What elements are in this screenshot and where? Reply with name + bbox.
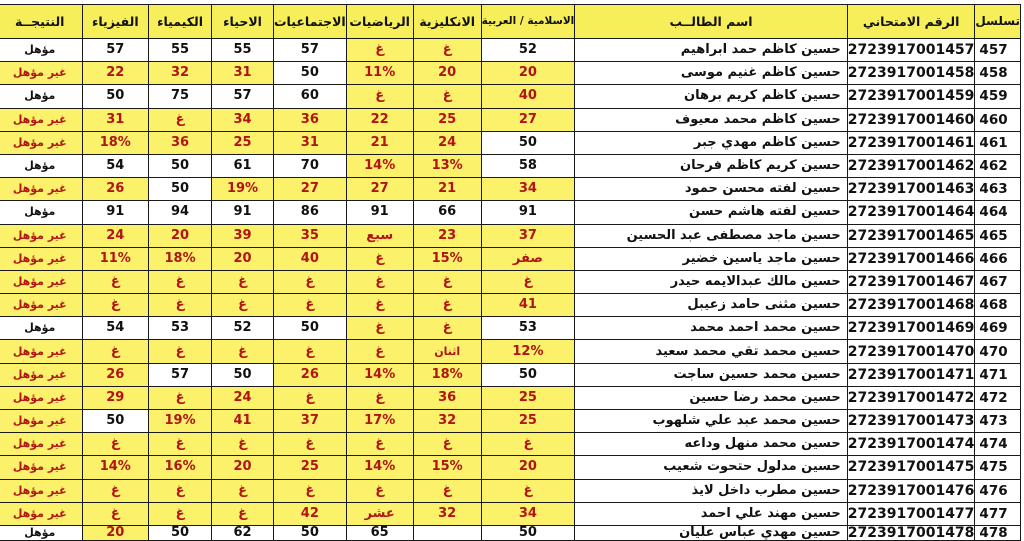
social-cell: 50 bbox=[274, 317, 347, 340]
english-cell: 23 bbox=[413, 224, 481, 247]
seq-cell: 477 bbox=[975, 502, 1021, 525]
seq-cell: 467 bbox=[975, 270, 1021, 293]
result-cell: غير مؤهل bbox=[0, 502, 82, 525]
math-cell: 22 bbox=[346, 108, 413, 131]
biology-cell: غ bbox=[212, 433, 274, 456]
exam-number-cell: 2723917001473 bbox=[847, 410, 975, 433]
social-cell: غ bbox=[274, 386, 347, 409]
result-cell: غير مؤهل bbox=[0, 224, 82, 247]
student-name-cell: حسين محمد رضا حسين bbox=[575, 386, 848, 409]
biology-cell: 20 bbox=[212, 456, 274, 479]
biology-cell: 25 bbox=[212, 131, 274, 154]
physics-cell: 11% bbox=[82, 247, 149, 270]
islamic-arabic-cell: 37 bbox=[481, 224, 575, 247]
exam-number-cell: 2723917001477 bbox=[847, 502, 975, 525]
exam-number-cell: 2723917001468 bbox=[847, 294, 975, 317]
result-cell: غير مؤهل bbox=[0, 479, 82, 502]
exam-number-cell: 2723917001464 bbox=[847, 201, 975, 224]
social-cell: غ bbox=[274, 270, 347, 293]
social-cell: 31 bbox=[274, 131, 347, 154]
social-cell: 36 bbox=[274, 108, 347, 131]
physics-cell: 18% bbox=[82, 131, 149, 154]
islamic-arabic-cell: 40 bbox=[481, 85, 575, 108]
exam-number-cell: 2723917001462 bbox=[847, 154, 975, 177]
social-cell: غ bbox=[274, 340, 347, 363]
biology-cell: 91 bbox=[212, 201, 274, 224]
physics-cell: 22 bbox=[82, 62, 149, 85]
biology-cell: 31 bbox=[212, 62, 274, 85]
header-exam-number: الرقم الامتحاني bbox=[847, 5, 975, 39]
english-cell: 32 bbox=[413, 410, 481, 433]
biology-cell: 55 bbox=[212, 39, 274, 62]
math-cell: عشر bbox=[346, 502, 413, 525]
math-cell: 21 bbox=[346, 131, 413, 154]
seq-cell: 464 bbox=[975, 201, 1021, 224]
table-row bbox=[0, 270, 1021, 293]
exam-number-cell: 2723917001466 bbox=[847, 247, 975, 270]
english-cell: غ bbox=[413, 85, 481, 108]
islamic-arabic-cell: صفر bbox=[481, 247, 575, 270]
math-cell: غ bbox=[346, 85, 413, 108]
physics-cell: 20 bbox=[82, 525, 149, 540]
seq-cell: 457 bbox=[975, 39, 1021, 62]
exam-number-cell: 2723917001458 bbox=[847, 62, 975, 85]
chemistry-cell: غ bbox=[149, 294, 212, 317]
result-cell: غير مؤهل bbox=[0, 178, 82, 201]
header-student-name: اسم الطالــب bbox=[575, 5, 848, 39]
english-cell: 13% bbox=[413, 154, 481, 177]
chemistry-cell: 75 bbox=[149, 85, 212, 108]
physics-cell: 54 bbox=[82, 154, 149, 177]
english-cell: 24 bbox=[413, 131, 481, 154]
seq-cell: 468 bbox=[975, 294, 1021, 317]
biology-cell: غ bbox=[212, 502, 274, 525]
exam-number-cell: 2723917001470 bbox=[847, 340, 975, 363]
math-cell: 11% bbox=[346, 62, 413, 85]
result-cell: غير مؤهل bbox=[0, 433, 82, 456]
table-row bbox=[0, 456, 1021, 479]
english-cell: 32 bbox=[413, 502, 481, 525]
seq-cell: 470 bbox=[975, 340, 1021, 363]
student-name-cell: حسين كاظم مهدي جبر bbox=[575, 131, 848, 154]
header-physics: الفيزياء bbox=[82, 5, 149, 39]
exam-number-cell: 2723917001461 bbox=[847, 131, 975, 154]
result-cell: مؤهل bbox=[0, 525, 82, 540]
math-cell: 91 bbox=[346, 201, 413, 224]
result-cell: غير مؤهل bbox=[0, 410, 82, 433]
table-row bbox=[0, 502, 1021, 525]
chemistry-cell: 53 bbox=[149, 317, 212, 340]
seq-cell: 475 bbox=[975, 456, 1021, 479]
seq-cell: 478 bbox=[975, 525, 1021, 540]
seq-cell: 471 bbox=[975, 363, 1021, 386]
islamic-arabic-cell: 50 bbox=[481, 363, 575, 386]
islamic-arabic-cell: 91 bbox=[481, 201, 575, 224]
math-cell: غ bbox=[346, 294, 413, 317]
english-cell: غ bbox=[413, 317, 481, 340]
physics-cell: 31 bbox=[82, 108, 149, 131]
physics-cell: غ bbox=[82, 479, 149, 502]
student-name-cell: حسين مطرب داخل لايذ bbox=[575, 479, 848, 502]
table-row bbox=[0, 247, 1021, 270]
result-cell: مؤهل bbox=[0, 317, 82, 340]
islamic-arabic-cell: غ bbox=[481, 479, 575, 502]
physics-cell: 26 bbox=[82, 363, 149, 386]
exam-number-cell: 2723917001471 bbox=[847, 363, 975, 386]
exam-number-cell: 2723917001467 bbox=[847, 270, 975, 293]
header-social: الاجتماعيات bbox=[274, 5, 347, 39]
exam-number-cell: 2723917001463 bbox=[847, 178, 975, 201]
student-name-cell: حسين مهند علي احمد bbox=[575, 502, 848, 525]
english-cell bbox=[413, 525, 481, 540]
result-cell: غير مؤهل bbox=[0, 62, 82, 85]
english-cell: 18% bbox=[413, 363, 481, 386]
math-cell: غ bbox=[346, 247, 413, 270]
physics-cell: 29 bbox=[82, 386, 149, 409]
header-result: النتيجــة bbox=[0, 5, 82, 39]
physics-cell: 50 bbox=[82, 410, 149, 433]
social-cell: 50 bbox=[274, 525, 347, 540]
physics-cell: غ bbox=[82, 340, 149, 363]
table-row bbox=[0, 62, 1021, 85]
physics-cell: 50 bbox=[82, 85, 149, 108]
result-cell: غير مؤهل bbox=[0, 386, 82, 409]
table-row bbox=[0, 108, 1021, 131]
islamic-arabic-cell: 34 bbox=[481, 178, 575, 201]
islamic-arabic-cell: 12% bbox=[481, 340, 575, 363]
islamic-arabic-cell: 50 bbox=[481, 131, 575, 154]
biology-cell: 61 bbox=[212, 154, 274, 177]
result-cell: مؤهل bbox=[0, 154, 82, 177]
biology-cell: 24 bbox=[212, 386, 274, 409]
math-cell: 17% bbox=[346, 410, 413, 433]
english-cell: 15% bbox=[413, 456, 481, 479]
english-cell: 66 bbox=[413, 201, 481, 224]
student-name-cell: حسين ماجد ياسين خضير bbox=[575, 247, 848, 270]
table-row bbox=[0, 317, 1021, 340]
math-cell: غ bbox=[346, 340, 413, 363]
islamic-arabic-cell: 34 bbox=[481, 502, 575, 525]
table-row bbox=[0, 154, 1021, 177]
result-cell: غير مؤهل bbox=[0, 270, 82, 293]
table-row bbox=[0, 85, 1021, 108]
header-biology: الاحياء bbox=[212, 5, 274, 39]
chemistry-cell: غ bbox=[149, 502, 212, 525]
islamic-arabic-cell: 58 bbox=[481, 154, 575, 177]
physics-cell: 57 bbox=[82, 39, 149, 62]
table-row bbox=[0, 433, 1021, 456]
student-name-cell: حسين مالك عبدالايمه حيدر bbox=[575, 270, 848, 293]
math-cell: 14% bbox=[346, 456, 413, 479]
physics-cell: غ bbox=[82, 270, 149, 293]
exam-number-cell: 2723917001474 bbox=[847, 433, 975, 456]
islamic-arabic-cell: 52 bbox=[481, 39, 575, 62]
chemistry-cell: 19% bbox=[149, 410, 212, 433]
biology-cell: 62 bbox=[212, 525, 274, 540]
seq-cell: 465 bbox=[975, 224, 1021, 247]
result-cell: غير مؤهل bbox=[0, 247, 82, 270]
islamic-arabic-cell: 41 bbox=[481, 294, 575, 317]
social-cell: 26 bbox=[274, 363, 347, 386]
chemistry-cell: غ bbox=[149, 340, 212, 363]
islamic-arabic-cell: 27 bbox=[481, 108, 575, 131]
social-cell: 70 bbox=[274, 154, 347, 177]
chemistry-cell: 50 bbox=[149, 154, 212, 177]
social-cell: 40 bbox=[274, 247, 347, 270]
seq-cell: 466 bbox=[975, 247, 1021, 270]
student-name-cell: حسين محمد حسين ساجت bbox=[575, 363, 848, 386]
social-cell: 86 bbox=[274, 201, 347, 224]
table-row bbox=[0, 39, 1021, 62]
chemistry-cell: غ bbox=[149, 386, 212, 409]
student-name-cell: حسين مثنى حامد زعيبل bbox=[575, 294, 848, 317]
islamic-arabic-cell: 20 bbox=[481, 62, 575, 85]
exam-number-cell: 2723917001459 bbox=[847, 85, 975, 108]
table-row bbox=[0, 363, 1021, 386]
seq-cell: 459 bbox=[975, 85, 1021, 108]
physics-cell: 24 bbox=[82, 224, 149, 247]
header-seq: تسلسل bbox=[975, 5, 1021, 39]
math-cell: 27 bbox=[346, 178, 413, 201]
exam-number-cell: 2723917001478 bbox=[847, 525, 975, 541]
math-cell: غ bbox=[346, 433, 413, 456]
social-cell: 50 bbox=[274, 62, 347, 85]
math-cell: غ bbox=[346, 479, 413, 502]
result-cell: غير مؤهل bbox=[0, 108, 82, 131]
table-row bbox=[0, 131, 1021, 154]
english-cell: غ bbox=[413, 433, 481, 456]
exam-number-cell: 2723917001469 bbox=[847, 317, 975, 340]
results-table bbox=[0, 4, 1021, 541]
result-cell: غير مؤهل bbox=[0, 131, 82, 154]
math-cell: 14% bbox=[346, 154, 413, 177]
student-name-cell: حسين لفته محسن حمود bbox=[575, 178, 848, 201]
english-cell: 15% bbox=[413, 247, 481, 270]
biology-cell: غ bbox=[212, 294, 274, 317]
biology-cell: غ bbox=[212, 340, 274, 363]
chemistry-cell: 55 bbox=[149, 39, 212, 62]
biology-cell: 57 bbox=[212, 85, 274, 108]
exam-number-cell: 2723917001457 bbox=[847, 39, 975, 62]
biology-cell: 41 bbox=[212, 410, 274, 433]
result-cell: غير مؤهل bbox=[0, 294, 82, 317]
biology-cell: 20 bbox=[212, 247, 274, 270]
result-cell: مؤهل bbox=[0, 85, 82, 108]
english-cell: 36 bbox=[413, 386, 481, 409]
islamic-arabic-cell: 20 bbox=[481, 456, 575, 479]
islamic-arabic-cell: غ bbox=[481, 270, 575, 293]
result-cell: غير مؤهل bbox=[0, 340, 82, 363]
student-name-cell: حسين كاظم حمد ابراهيم bbox=[575, 39, 848, 62]
seq-cell: 463 bbox=[975, 178, 1021, 201]
result-cell: مؤهل bbox=[0, 39, 82, 62]
biology-cell: 50 bbox=[212, 363, 274, 386]
social-cell: 25 bbox=[274, 456, 347, 479]
chemistry-cell: 57 bbox=[149, 363, 212, 386]
math-cell: غ bbox=[346, 386, 413, 409]
social-cell: 35 bbox=[274, 224, 347, 247]
table-row bbox=[0, 340, 1021, 363]
math-cell: 65 bbox=[346, 525, 413, 540]
result-cell: غير مؤهل bbox=[0, 456, 82, 479]
social-cell: 27 bbox=[274, 178, 347, 201]
biology-cell: 19% bbox=[212, 178, 274, 201]
social-cell: 60 bbox=[274, 85, 347, 108]
social-cell: غ bbox=[274, 479, 347, 502]
exam-number-cell: 2723917001465 bbox=[847, 224, 975, 247]
seq-cell: 469 bbox=[975, 317, 1021, 340]
exam-number-cell: 2723917001460 bbox=[847, 108, 975, 131]
result-cell: غير مؤهل bbox=[0, 363, 82, 386]
table-row bbox=[0, 201, 1021, 224]
header-row bbox=[0, 5, 1021, 39]
biology-cell: 34 bbox=[212, 108, 274, 131]
math-cell: غ bbox=[346, 317, 413, 340]
student-name-cell: حسين ماجد مصطفى عبد الحسين bbox=[575, 224, 848, 247]
student-name-cell: حسين محمد احمد محمد bbox=[575, 317, 848, 340]
seq-cell: 460 bbox=[975, 108, 1021, 131]
chemistry-cell: 36 bbox=[149, 131, 212, 154]
student-name-cell: حسين لفته هاشم حسن bbox=[575, 201, 848, 224]
chemistry-cell: 94 bbox=[149, 201, 212, 224]
header-islamic-arabic: الاسلامية / العربية bbox=[481, 5, 575, 39]
chemistry-cell: 16% bbox=[149, 456, 212, 479]
header-chemistry: الكيمياء bbox=[149, 5, 212, 39]
student-name-cell: حسين محمد تقي محمد سعيد bbox=[575, 340, 848, 363]
social-cell: غ bbox=[274, 294, 347, 317]
english-cell: غ bbox=[413, 39, 481, 62]
seq-cell: 472 bbox=[975, 386, 1021, 409]
chemistry-cell: 18% bbox=[149, 247, 212, 270]
english-cell: 25 bbox=[413, 108, 481, 131]
physics-cell: 91 bbox=[82, 201, 149, 224]
seq-cell: 458 bbox=[975, 62, 1021, 85]
physics-cell: غ bbox=[82, 502, 149, 525]
biology-cell: 39 bbox=[212, 224, 274, 247]
physics-cell: غ bbox=[82, 294, 149, 317]
table-row bbox=[0, 178, 1021, 201]
physics-cell: 14% bbox=[82, 456, 149, 479]
seq-cell: 473 bbox=[975, 410, 1021, 433]
english-cell: غ bbox=[413, 270, 481, 293]
physics-cell: 26 bbox=[82, 178, 149, 201]
chemistry-cell: 20 bbox=[149, 224, 212, 247]
english-cell: غ bbox=[413, 294, 481, 317]
table-row bbox=[0, 410, 1021, 433]
islamic-arabic-cell: 53 bbox=[481, 317, 575, 340]
student-name-cell: حسين محمد عبد علي شلهوب bbox=[575, 410, 848, 433]
social-cell: 42 bbox=[274, 502, 347, 525]
math-cell: 14% bbox=[346, 363, 413, 386]
student-name-cell: حسين مدلول حتحوت شعيب bbox=[575, 456, 848, 479]
header-english: الانكليزية bbox=[413, 5, 481, 39]
islamic-arabic-cell: 25 bbox=[481, 410, 575, 433]
social-cell: غ bbox=[274, 433, 347, 456]
seq-cell: 461 bbox=[975, 131, 1021, 154]
header-math: الرياضيات bbox=[346, 5, 413, 39]
biology-cell: غ bbox=[212, 479, 274, 502]
physics-cell: غ bbox=[82, 433, 149, 456]
student-name-cell: حسين مهدي عباس عليان bbox=[575, 525, 848, 540]
social-cell: 57 bbox=[274, 39, 347, 62]
result-cell: مؤهل bbox=[0, 201, 82, 224]
social-cell: 37 bbox=[274, 410, 347, 433]
physics-cell: 54 bbox=[82, 317, 149, 340]
english-cell: غ bbox=[413, 479, 481, 502]
student-name-cell: حسين محمد منهل وداعه bbox=[575, 433, 848, 456]
biology-cell: 52 bbox=[212, 317, 274, 340]
chemistry-cell: 50 bbox=[149, 525, 212, 540]
seq-cell: 476 bbox=[975, 479, 1021, 502]
chemistry-cell: 32 bbox=[149, 62, 212, 85]
math-cell: غ bbox=[346, 39, 413, 62]
math-cell: غ bbox=[346, 270, 413, 293]
student-name-cell: حسين كاظم كريم برهان bbox=[575, 85, 848, 108]
table-row bbox=[0, 224, 1021, 247]
table-row bbox=[0, 479, 1021, 502]
seq-cell: 462 bbox=[975, 154, 1021, 177]
chemistry-cell: غ bbox=[149, 270, 212, 293]
chemistry-cell: غ bbox=[149, 108, 212, 131]
chemistry-cell: غ bbox=[149, 433, 212, 456]
english-cell: اثنان bbox=[413, 340, 481, 363]
student-name-cell: حسين كاظم محمد معيوف bbox=[575, 108, 848, 131]
islamic-arabic-cell: 25 bbox=[481, 386, 575, 409]
chemistry-cell: 50 bbox=[149, 178, 212, 201]
biology-cell: غ bbox=[212, 270, 274, 293]
table-row bbox=[0, 386, 1021, 409]
table-row bbox=[0, 294, 1021, 317]
chemistry-cell: غ bbox=[149, 479, 212, 502]
math-cell: سبع bbox=[346, 224, 413, 247]
english-cell: 21 bbox=[413, 178, 481, 201]
islamic-arabic-cell: 50 bbox=[481, 525, 575, 540]
english-cell: 20 bbox=[413, 62, 481, 85]
student-name-cell: حسين كريم كاظم فرحان bbox=[575, 154, 848, 177]
seq-cell: 474 bbox=[975, 433, 1021, 456]
exam-number-cell: 2723917001472 bbox=[847, 386, 975, 409]
exam-number-cell: 2723917001475 bbox=[847, 456, 975, 479]
exam-number-cell: 2723917001476 bbox=[847, 479, 975, 502]
table-row bbox=[0, 525, 1021, 540]
student-name-cell: حسين كاظم غنيم موسى bbox=[575, 62, 848, 85]
islamic-arabic-cell: غ bbox=[481, 433, 575, 456]
